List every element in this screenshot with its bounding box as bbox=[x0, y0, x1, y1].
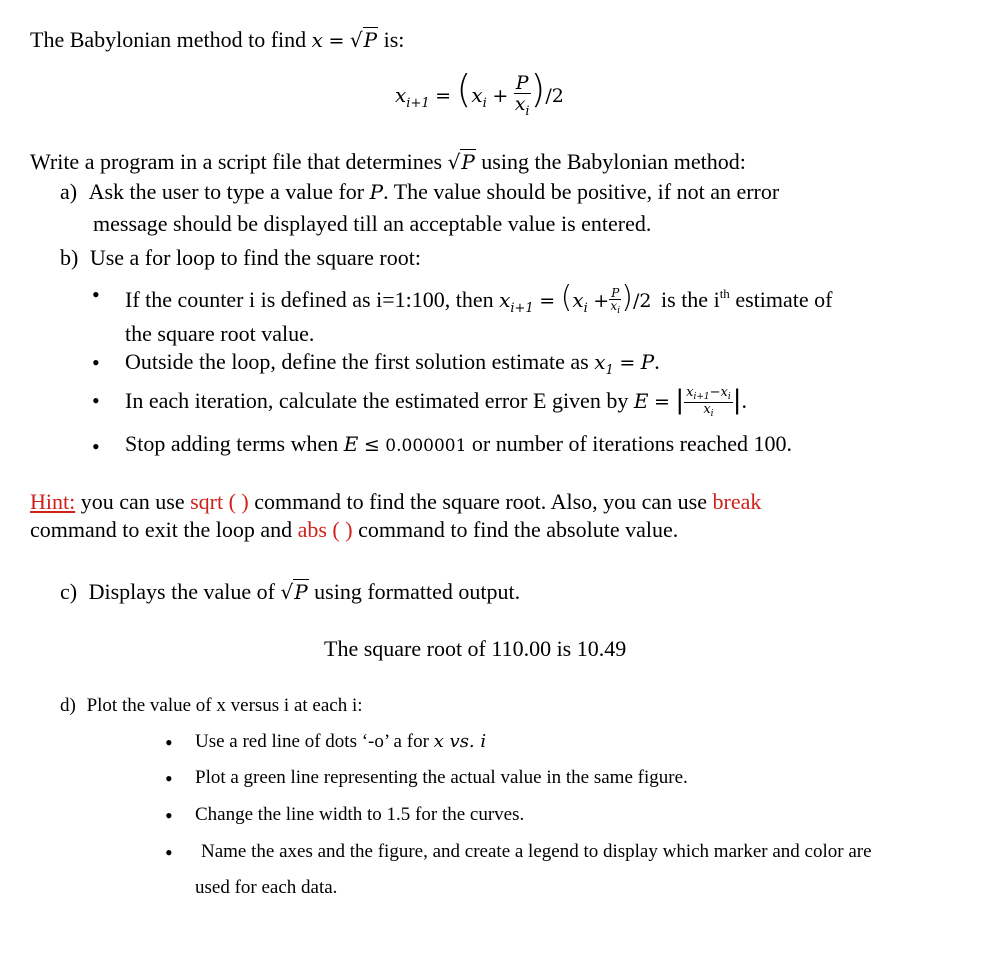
babylonian-formula: $x_{i+1} = (x_i$ + $\frac{P}{x_i}$ )/2 bbox=[395, 67, 564, 120]
item-b-bullet-2: Outside the loop, define the first solution estimate as $x_1 = P$. bbox=[125, 349, 660, 378]
hint-line-1: Hint: you can use sqrt ( ) command to find the square root. Also, you can use break bbox=[30, 489, 762, 514]
error-fraction: $\frac{x_{i+1}-x_i}{x_i}$ bbox=[686, 385, 731, 419]
hint-line-2: command to exit the loop and abs ( ) command to find the absolute value. bbox=[30, 517, 679, 542]
bullet-icon: • bbox=[92, 434, 100, 459]
hint-label: Hint: bbox=[30, 489, 76, 514]
item-a-label: a) bbox=[60, 179, 78, 204]
bullet-icon: • bbox=[165, 840, 173, 865]
intro-line bbox=[30, 26, 404, 55]
item-d-bullet-1: Use a red line of dots ‘-o’ a for x vs. i bbox=[195, 731, 487, 752]
item-d-bullet-2: Plot a green line representing the actual value in the same figure. bbox=[195, 767, 688, 788]
task-line: Write a program in a script file that determines √P using the Babylonian method: bbox=[30, 149, 746, 174]
formula-div: /2 bbox=[545, 85, 564, 107]
formula-xi: $x_i$ bbox=[471, 83, 487, 111]
intro-sqrt: √P bbox=[349, 28, 378, 52]
bullet-icon: • bbox=[165, 766, 173, 791]
formula-lhs: $x_{i+1}$ bbox=[395, 83, 430, 111]
item-c-sqrt: √P bbox=[280, 580, 308, 604]
hint-abs: abs ( ) bbox=[297, 517, 353, 542]
bullet-icon: • bbox=[165, 803, 173, 828]
task-sqrt: √P bbox=[447, 150, 475, 174]
item-d-line: d) Plot the value of x versus i at each i: bbox=[60, 695, 363, 716]
item-d-bullet-4: Name the axes and the figure, and create a legend to display which marker and color are bbox=[201, 841, 872, 862]
item-b-bullet-4: Stop adding terms when E ≤ 0.000001 or number of iterations reached 100. bbox=[125, 431, 793, 456]
bullet-icon: • bbox=[92, 350, 100, 375]
item-d-label: d) bbox=[60, 695, 76, 716]
item-b-bullet-1-cont: the square root value. bbox=[125, 321, 315, 346]
item-d-bullet-3: Change the line width to 1.5 for the curves. bbox=[195, 804, 525, 825]
item-c-example: The square root of 110.00 is 10.49 bbox=[324, 636, 627, 661]
bullet-icon: • bbox=[165, 730, 173, 755]
hint-sqrt: sqrt ( ) bbox=[190, 489, 249, 514]
item-d-bullet-4-cont: used for each data. bbox=[195, 877, 338, 898]
hint-break: break bbox=[712, 489, 762, 514]
intro-text: The Babylonian method to find bbox=[30, 27, 307, 52]
item-a-line-1: a) Ask the user to type a value for P. The value should be positive, if not an error bbox=[60, 179, 780, 204]
item-b-line: b) Use a for loop to find the square root: bbox=[60, 245, 421, 270]
item-c-line: c) Displays the value of √P using formatted output. bbox=[60, 579, 521, 604]
item-b-bullet-1: If the counter i is defined as i=1:100, then $x_{i+1} = (x_i$ + $\frac{P}{x_i}$ )/2 is the $i^{th}$ estimate of bbox=[125, 280, 833, 316]
bullet-icon: • bbox=[92, 282, 100, 307]
item-b-label: b) bbox=[60, 245, 79, 270]
formula-eq: = bbox=[435, 85, 452, 107]
intro-tail: is: bbox=[383, 27, 405, 52]
intro-x: x bbox=[311, 28, 323, 52]
bullet-icon: • bbox=[92, 388, 100, 413]
intro-eq: = bbox=[328, 30, 345, 52]
formula-plus: + bbox=[492, 85, 509, 107]
intro-sqrt-arg: P bbox=[363, 28, 378, 52]
item-c-label: c) bbox=[60, 579, 78, 604]
formula-fraction: $\frac{P}{x_i}$ bbox=[514, 72, 530, 120]
item-a-line-2: message should be displayed till an acceptable value is entered. bbox=[93, 211, 652, 236]
item-b-bullet-3: In each iteration, calculate the estimated error E given by E = | $\frac{x_{i+1}-x_i}{x_i}$ |. bbox=[125, 385, 748, 419]
